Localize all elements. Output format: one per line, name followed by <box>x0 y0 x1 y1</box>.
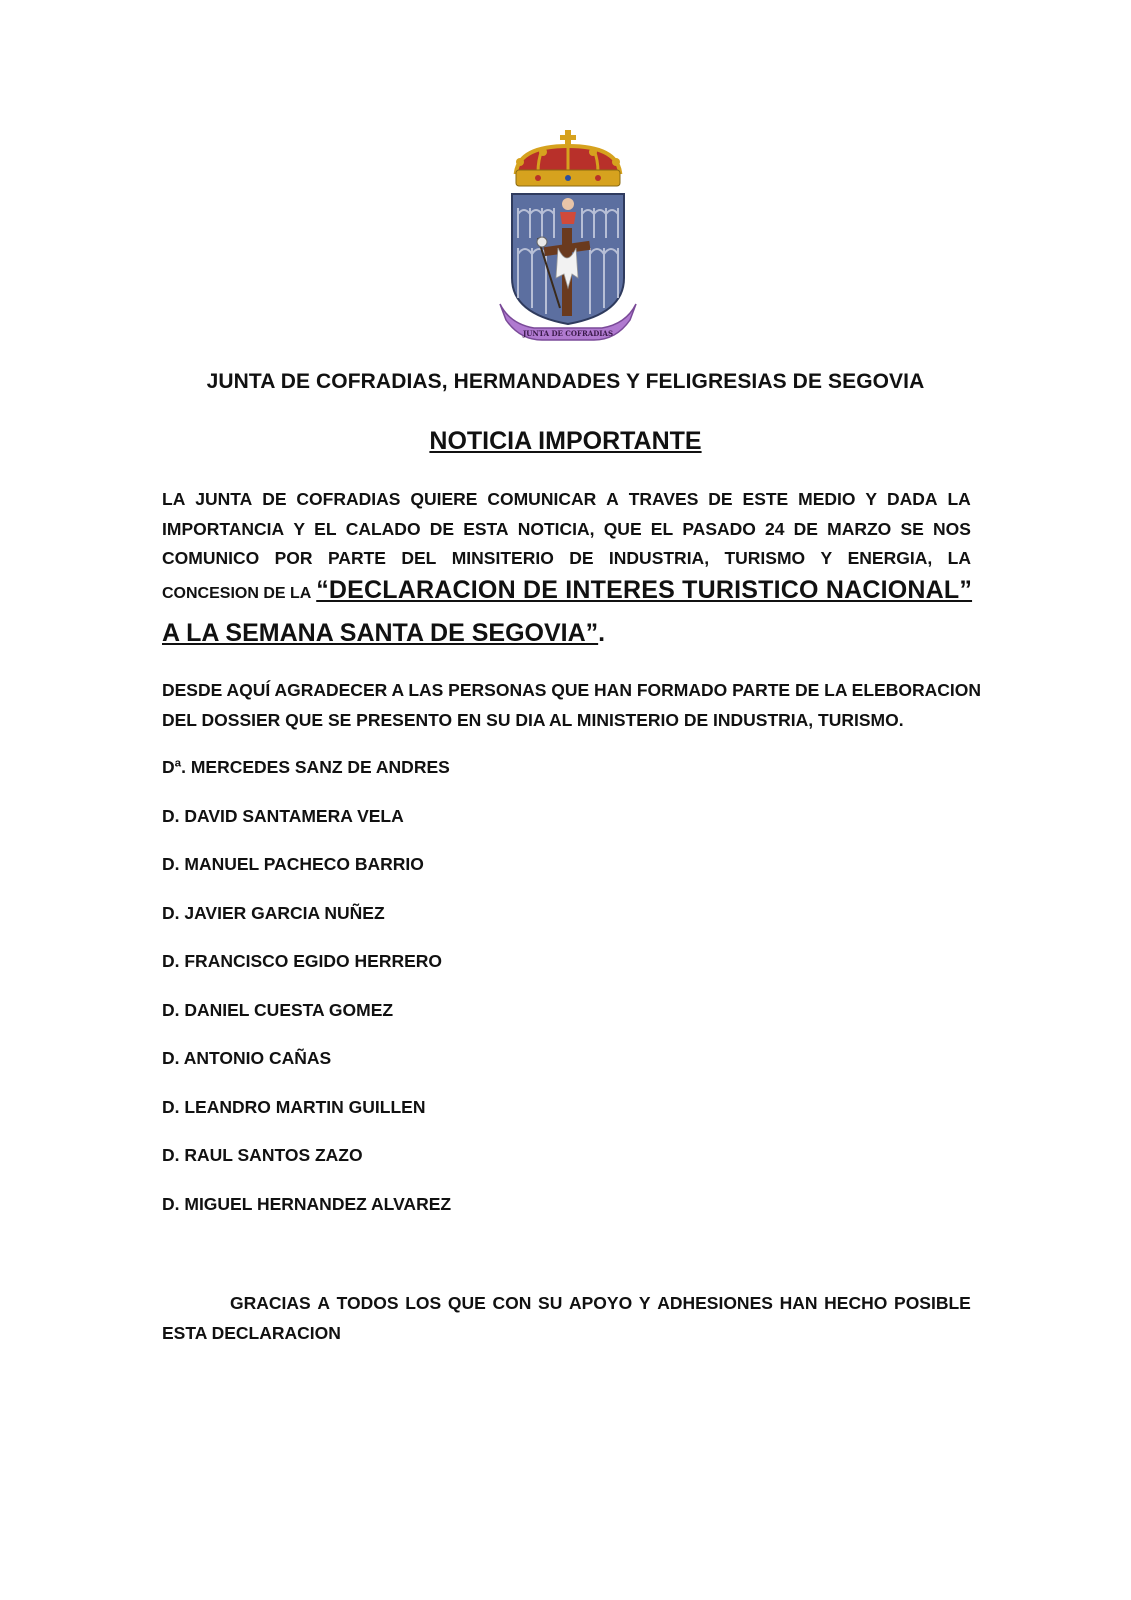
word: PASADO <box>682 518 756 539</box>
list-item: D. FRANCISCO EGIDO HERRERO <box>162 951 443 971</box>
declaration-period: . <box>598 619 606 647</box>
word: ESTE <box>742 489 789 509</box>
word: A <box>317 1293 330 1313</box>
word: CALADO <box>345 518 421 539</box>
word: NOTICIA, <box>517 518 595 539</box>
word: Y <box>820 548 833 568</box>
paragraph-line-1 <box>162 485 971 515</box>
declaration-title: “DECLARACION DE INTERES TURISTICO NACIONAL” <box>316 575 973 604</box>
word: DE <box>569 548 594 568</box>
word: CON <box>492 1293 532 1313</box>
word: DADA <box>887 489 938 509</box>
paragraph-line-3 <box>162 544 971 574</box>
word: DE <box>793 518 818 539</box>
concession-prefix: CONCESION DE LA <box>162 584 312 602</box>
word: LOS <box>405 1293 442 1313</box>
word: COFRADIAS <box>296 489 401 509</box>
paragraph-line-4 <box>162 576 971 609</box>
list-item: D. DANIEL CUESTA GOMEZ <box>162 999 394 1020</box>
declaration-subtitle: A LA SEMANA SANTA DE SEGOVIA” <box>162 619 599 647</box>
word: QUE <box>447 1293 486 1313</box>
notice-title: NOTICIA IMPORTANTE <box>429 427 702 455</box>
word: EL <box>314 518 337 539</box>
list-item: Dª. MERCEDES SANZ DE ANDRES <box>162 757 450 777</box>
word: COMUNICAR <box>487 489 597 509</box>
word: LA <box>947 489 971 509</box>
announcement-paragraph <box>162 485 971 608</box>
word: ADHESIONES <box>657 1293 773 1313</box>
word: APOYO <box>568 1293 633 1313</box>
word: Y <box>293 518 306 539</box>
word: DE <box>708 489 733 509</box>
word: DE <box>262 489 287 509</box>
organization-title: JUNTA DE COFRADIAS, HERMANDADES Y FELIGRESIAS DE SEGOVIA <box>206 370 925 393</box>
word: A <box>606 489 619 509</box>
list-item: D. LEANDRO MARTIN GUILLEN <box>162 1096 426 1117</box>
word: TODOS <box>336 1293 399 1313</box>
word: Y <box>865 489 878 509</box>
closing-paragraph <box>162 1289 971 1348</box>
thanks-line-2: DEL DOSSIER QUE SE PRESENTO EN SU DIA AL MINISTERIO DE INDUSTRIA, TURISMO. <box>162 709 904 730</box>
word: DE <box>429 518 455 539</box>
list-item: D. MANUEL PACHECO BARRIO <box>162 854 424 874</box>
word: POR <box>274 548 313 568</box>
word: 24 <box>765 518 785 539</box>
word: ESTA <box>463 518 509 539</box>
word: TURISMO <box>724 548 806 568</box>
cofradias-coat-of-arms-icon <box>498 128 638 344</box>
word: Y <box>638 1293 651 1313</box>
word: COMUNICO <box>162 548 260 568</box>
word: DEL <box>401 548 437 568</box>
word: LA <box>947 548 971 568</box>
list-item: D. DAVID SANTAMERA VELA <box>162 805 404 826</box>
list-item: D. MIGUEL HERNANDEZ ALVAREZ <box>162 1193 452 1214</box>
list-item: D. RAUL SANTOS ZAZO <box>162 1145 363 1165</box>
word: IMPORTANCIA <box>162 518 285 539</box>
word: MARZO <box>827 518 892 539</box>
word: ENERGIA, <box>847 548 933 568</box>
word: SU <box>538 1293 563 1313</box>
word: QUIERE <box>410 489 478 509</box>
closing-line-1 <box>162 1289 971 1319</box>
paragraph-line-2 <box>162 515 971 545</box>
word: PARTE <box>327 548 386 568</box>
word: MEDIO <box>798 489 856 509</box>
word: HAN <box>779 1293 818 1313</box>
word: JUNTA <box>195 489 253 509</box>
thanks-paragraph <box>162 676 981 735</box>
closing-line-2: ESTA DECLARACION <box>162 1322 341 1343</box>
list-item: D. JAVIER GARCIA NUÑEZ <box>162 902 385 923</box>
word: EL <box>650 518 674 539</box>
word: QUE <box>603 518 642 539</box>
word: HECHO <box>824 1293 888 1313</box>
emblem-ribbon-text: JUNTA DE COFRADIAS <box>522 329 614 338</box>
word: POSIBLE <box>894 1293 971 1313</box>
word: NOS <box>932 518 971 539</box>
word: TRAVES <box>628 489 699 509</box>
word: INDUSTRIA, <box>608 548 710 568</box>
declaration-subtitle-line <box>162 619 605 648</box>
word: MINSITERIO <box>451 548 554 568</box>
word: LA <box>162 489 186 509</box>
thanks-line-1: DESDE AQUÍ AGRADECER A LAS PERSONAS QUE HAN FORMADO PARTE DE LA ELEBORACION <box>162 680 981 700</box>
word: SE <box>900 518 924 539</box>
word: GRACIAS <box>230 1293 311 1313</box>
list-item: D. ANTONIO CAÑAS <box>162 1048 332 1068</box>
contributors-list <box>162 756 451 1241</box>
